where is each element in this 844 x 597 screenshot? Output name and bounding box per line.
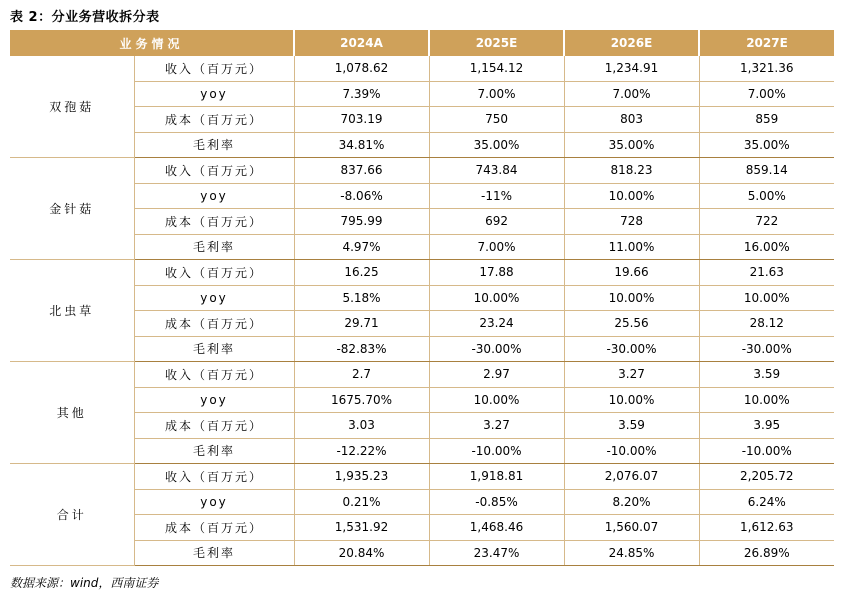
table-row [10,413,834,439]
value-cell: -30.00% [429,336,564,362]
value-cell: -10.00% [564,438,699,464]
table-row [10,336,834,362]
revenue-table-container [10,30,834,566]
value-cell: 2,205.72 [699,464,834,490]
header-year: 2026E [564,30,699,56]
value-cell: -8.06% [294,183,429,209]
table-row [10,438,834,464]
value-cell: 21.63 [699,260,834,286]
value-cell: 10.00% [564,285,699,311]
value-cell: -30.00% [699,336,834,362]
value-cell: 25.56 [564,311,699,337]
value-cell: 3.27 [429,413,564,439]
table-row [10,311,834,337]
value-cell: 4.97% [294,234,429,260]
value-cell: 34.81% [294,132,429,158]
value-cell: -82.83% [294,336,429,362]
value-cell: 803 [564,107,699,133]
revenue-split-table [10,30,834,566]
value-cell: 1675.70% [294,387,429,413]
metric-label: 成本（百万元） [134,515,294,541]
value-cell: -0.85% [429,489,564,515]
value-cell: -10.00% [429,438,564,464]
business-segment-name: 双孢菇 [10,56,134,158]
value-cell: 10.00% [429,285,564,311]
value-cell: -30.00% [564,336,699,362]
value-cell: 7.00% [699,81,834,107]
table-row [10,540,834,566]
table-title: 表 2：分业务营收拆分表 [10,10,160,25]
value-cell: 10.00% [429,387,564,413]
business-segment-name: 其他 [10,362,134,464]
value-cell: 3.03 [294,413,429,439]
value-cell: 1,560.07 [564,515,699,541]
business-segment-name: 北虫草 [10,260,134,362]
value-cell: 1,468.46 [429,515,564,541]
value-cell: 3.27 [564,362,699,388]
value-cell: 29.71 [294,311,429,337]
value-cell: 3.59 [564,413,699,439]
metric-label: 收入（百万元） [134,464,294,490]
metric-label: yoy [134,285,294,311]
table-row [10,234,834,260]
value-cell: 16.25 [294,260,429,286]
value-cell: 20.84% [294,540,429,566]
metric-label: yoy [134,489,294,515]
metric-label: 毛利率 [134,540,294,566]
value-cell: 8.20% [564,489,699,515]
value-cell: 3.95 [699,413,834,439]
value-cell: -11% [429,183,564,209]
value-cell: 6.24% [699,489,834,515]
metric-label: 毛利率 [134,132,294,158]
table-row [10,107,834,133]
value-cell: 16.00% [699,234,834,260]
value-cell: 7.00% [429,81,564,107]
metric-label: yoy [134,387,294,413]
header-year: 2024A [294,30,429,56]
table-body [10,56,834,566]
value-cell: 722 [699,209,834,235]
value-cell: 35.00% [429,132,564,158]
value-cell: 5.00% [699,183,834,209]
table-row [10,183,834,209]
value-cell: 2,076.07 [564,464,699,490]
value-cell: 1,154.12 [429,56,564,81]
table-row [10,158,834,184]
metric-label: 收入（百万元） [134,362,294,388]
value-cell: 11.00% [564,234,699,260]
value-cell: 818.23 [564,158,699,184]
value-cell: 10.00% [564,183,699,209]
metric-label: 收入（百万元） [134,158,294,184]
value-cell: 17.88 [429,260,564,286]
metric-label: yoy [134,183,294,209]
value-cell: 3.59 [699,362,834,388]
value-cell: 859 [699,107,834,133]
value-cell: 795.99 [294,209,429,235]
value-cell: 10.00% [699,387,834,413]
value-cell: 23.47% [429,540,564,566]
metric-label: 毛利率 [134,234,294,260]
value-cell: 1,234.91 [564,56,699,81]
table-row [10,132,834,158]
value-cell: -12.22% [294,438,429,464]
table-row [10,56,834,81]
value-cell: 19.66 [564,260,699,286]
table-row [10,387,834,413]
table-row [10,464,834,490]
value-cell: 23.24 [429,311,564,337]
value-cell: 1,612.63 [699,515,834,541]
value-cell: 35.00% [564,132,699,158]
value-cell: 1,321.36 [699,56,834,81]
value-cell: 750 [429,107,564,133]
value-cell: -10.00% [699,438,834,464]
value-cell: 7.00% [429,234,564,260]
table-row [10,260,834,286]
value-cell: 2.7 [294,362,429,388]
header-year: 2025E [429,30,564,56]
value-cell: 692 [429,209,564,235]
value-cell: 743.84 [429,158,564,184]
metric-label: 收入（百万元） [134,56,294,81]
value-cell: 1,918.81 [429,464,564,490]
metric-label: 成本（百万元） [134,107,294,133]
table-row [10,285,834,311]
metric-label: 成本（百万元） [134,413,294,439]
table-row [10,362,834,388]
value-cell: 1,531.92 [294,515,429,541]
metric-label: 成本（百万元） [134,311,294,337]
metric-label: 成本（百万元） [134,209,294,235]
table-row [10,515,834,541]
table-row [10,81,834,107]
value-cell: 1,078.62 [294,56,429,81]
metric-label: 收入（百万元） [134,260,294,286]
value-cell: 35.00% [699,132,834,158]
source-note: 数据来源：wind，西南证券 [10,576,159,590]
value-cell: 10.00% [699,285,834,311]
metric-label: yoy [134,81,294,107]
value-cell: 2.97 [429,362,564,388]
metric-label: 毛利率 [134,336,294,362]
value-cell: 5.18% [294,285,429,311]
value-cell: 7.39% [294,81,429,107]
value-cell: 837.66 [294,158,429,184]
header-row [10,30,834,56]
value-cell: 28.12 [699,311,834,337]
value-cell: 7.00% [564,81,699,107]
value-cell: 1,935.23 [294,464,429,490]
value-cell: 703.19 [294,107,429,133]
metric-label: 毛利率 [134,438,294,464]
value-cell: 24.85% [564,540,699,566]
value-cell: 26.89% [699,540,834,566]
value-cell: 10.00% [564,387,699,413]
header-year: 2027E [699,30,834,56]
header-business: 业务情况 [10,30,294,56]
business-segment-name: 合计 [10,464,134,566]
business-segment-name: 金针菇 [10,158,134,260]
value-cell: 0.21% [294,489,429,515]
value-cell: 728 [564,209,699,235]
table-row [10,489,834,515]
value-cell: 859.14 [699,158,834,184]
table-row [10,209,834,235]
